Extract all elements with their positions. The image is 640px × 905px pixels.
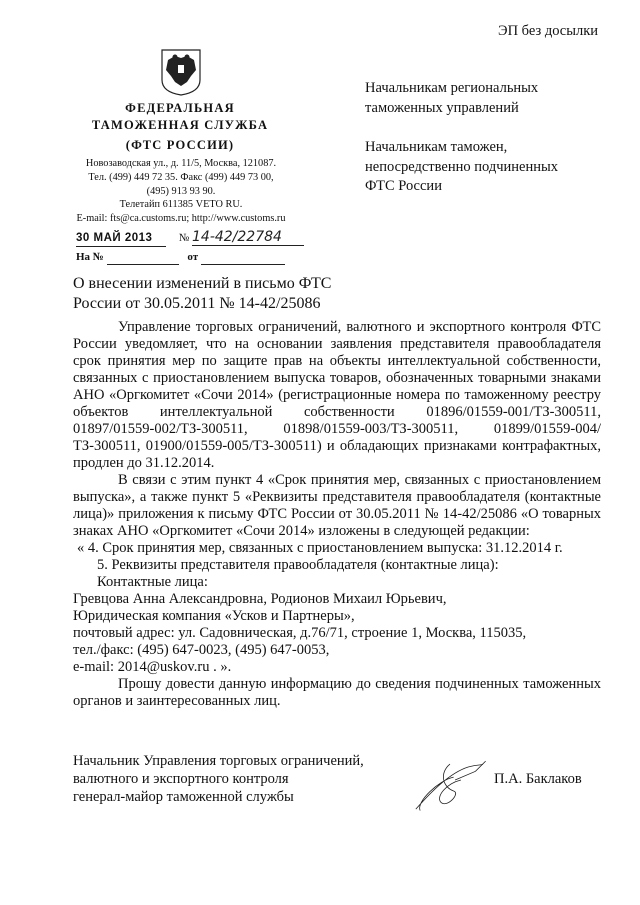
subject-line: России от 30.05.2011 № 14-42/25086 [73,295,321,312]
ref-number-blank [107,250,179,265]
quote-line: тел./факс: (495) 647-0023, (495) 647-0053, [73,642,330,658]
body-paragraph-1: Управление торговых ограничений, валютного и экспортного контроля ФТС России уведомляет, что на основании заявления представителя правообладателя срок принятия мер по защите прав на объекты интеллектуальной собственности, связанных с приостановлением выпуска товаров, обозначенных товарными знаками АНО «Оргкомитет «Сочи 2014» (регистрационные номера по таможенному реестру объектов интеллектуальной собственности 01896/01559-001/ТЗ-300511, 01897/01559-002/ТЗ-300511, 01898/01559-003/ТЗ-300511, 01899/01559-004/ТЗ-300511, 01900/01559-005/ТЗ-300511) и обладающих признаками контрафактных, продлен до 31.12.2014. [73,319,601,471]
reference-line [76,250,285,265]
position-line: Начальник Управления торговых ограничений, [73,753,364,769]
position-line: валютного и экспортного контроля [73,771,289,787]
org-line: (ФТС РОССИИ) [125,138,235,152]
addressee-line: непосредственно подчиненных [365,158,558,175]
registration-line [76,229,316,247]
org-line: ФЕДЕРАЛЬНАЯ [125,101,235,115]
coat-of-arms-emblem-icon [160,48,202,101]
handwritten-signature [410,748,490,828]
address-line: Тел. (499) 449 72 35. Факс (499) 449 73 00, [88,171,274,183]
ref-label: На № [76,251,104,263]
body-paragraph-2: В связи с этим пункт 4 «Срок принятия мер, связанных с приостановлением выпуска», а также пункт 5 «Реквизиты представителя правообладателя (контактные лица)» приложения к письму ФТС России от 30.05.2011 № 14-42/25086 «О товарных знаках АНО «Оргкомитет «Сочи 2014» изложены в следующей редакции: [73,472,601,539]
quote-line: Контактные лица: [97,574,208,590]
address-line: Новозаводская ул., д. 11/5, Москва, 121087. [85,158,277,169]
letter-body [73,319,601,710]
addressee-line: Начальникам таможен, [365,139,508,155]
addressee-line: таможенных управлений [365,99,519,116]
quote-line: « 4. Срок принятия мер, связанных с приостановлением выпуска: 31.12.2014 г. [77,540,563,556]
quote-line: почтовый адрес: ул. Садовническая, д.76/71, строение 1, Москва, 115035, [73,625,527,641]
org-line: ТАМОЖЕННАЯ СЛУЖБА [91,118,269,132]
addressee-line: ФТС России [365,178,442,194]
quote-line: e-mail: 2014@uskov.ru . ». [73,659,232,675]
quote-line: Гревцова Анна Александровна, Родионов Михаил Юрьевич, [73,591,447,607]
addressee-line: Начальникам региональных [365,80,539,96]
addressee-group-1 [365,79,538,118]
address-line: Телетайп 611385 VETO RU. [119,199,243,211]
sender-org-name [70,100,290,154]
quote-line: 5. Реквизиты представителя правообладателя (контактные лица): [97,557,499,573]
ref-date-blank [201,250,285,265]
signatory-position [73,752,364,806]
signatory-name: П.А. Баклаков [494,771,582,787]
address-line: E-mail: fts@ca.customs.ru; http://www.customs.ru [76,213,286,225]
number-label: № [178,232,190,244]
subject-line: О внесении изменений в письмо ФТС [73,275,332,292]
routing-note: ЭП без досылки [498,23,599,39]
body-paragraph-3: Прошу довести данную информацию до сведения подчиненных таможенных органов и заинтересованных лиц. [73,676,601,709]
from-label: от [187,251,199,263]
date-stamp: 30 МАЙ 2013 [76,230,166,247]
position-line: генерал-майор таможенной службы [73,789,294,805]
registration-number: 14-42/22784 [192,229,304,246]
sender-address [62,157,300,226]
addressee-group-2 [365,138,558,197]
address-line: (495) 913 93 90. [146,185,216,197]
subject [73,274,331,314]
quote-line: Юридическая компания «Усков и Партнеры», [73,608,355,624]
